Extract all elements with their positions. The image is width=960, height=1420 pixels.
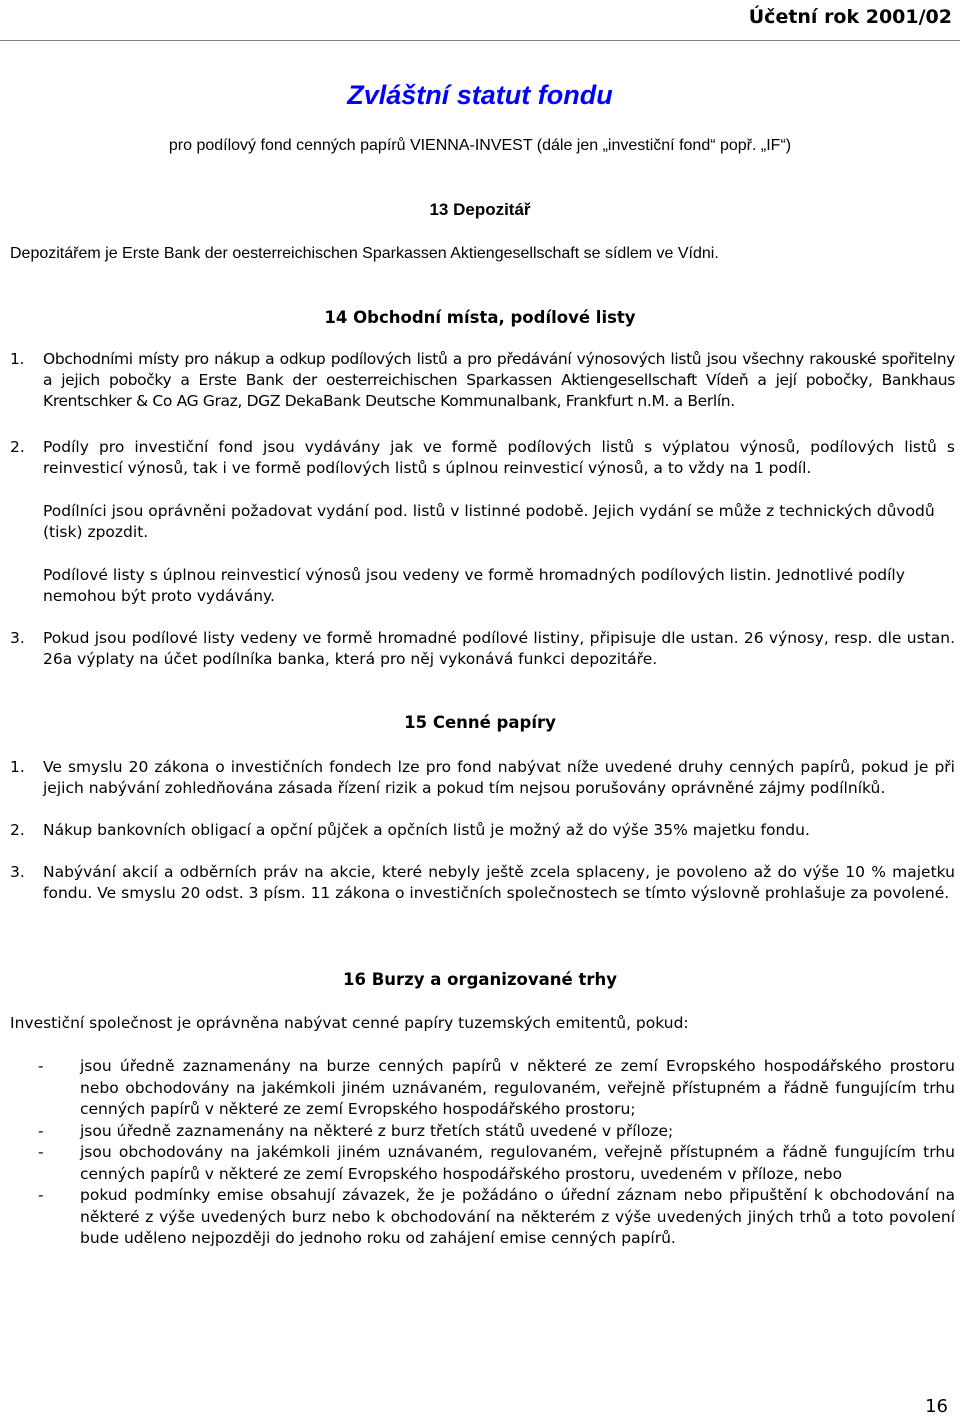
section-15-para-1 bbox=[10, 757, 955, 799]
section-16-bullet-list bbox=[10, 1056, 955, 1250]
section-14-para-2c: Podílové listy s úplnou reinvesticí výnosů jsou vedeny ve formě hromadných podílových listin. Jednotlivé podíly nemohou být proto vydávány. bbox=[43, 566, 905, 605]
header-title: Účetní rok 2001/02 bbox=[748, 6, 952, 28]
para-text: Ve smyslu 20 zákona o investičních fondech lze pro fond nabývat níže uvedené druhy cenných papírů, pokud je při jejich nabývání zohledňována zásada řízení rizik a pokud tím nejsou porušovány oprávněné zájmy podílníků. bbox=[43, 758, 955, 797]
list-item-text: pokud podmínky emise obsahují závazek, že je požádáno o úřední záznam nebo připuštění k obchodování na některé z výše uvedených burz nebo k obchodování na některém z výše uvedených jiných trhů a toto povolení bude uděleno nejpozději do jednoho roku od zahájení emise cenných papírů. bbox=[80, 1186, 955, 1247]
page-number: 16 bbox=[925, 1396, 948, 1417]
list-item-text: jsou úředně zaznamenány na některé z burz třetích států uvedené v příloze; bbox=[80, 1121, 674, 1140]
bullet-dash: - bbox=[38, 1057, 44, 1075]
para-text-part: 20 odst. 3 písm. 11 zákona o investičních společnostech se tímto výslovně prohlašuje za povolené. bbox=[180, 884, 950, 902]
section-14-title: 14 Obchodní místa, podílové listy bbox=[324, 308, 636, 327]
para-text: Obchodními místy pro nákup a odkup podílových listů a pro předávání výnosových listů jsou všechny rakouské spořitelny a jejich pobočky a Erste Bank der oesterreichischen Sparkassen Aktiengesellschaft Vídeň a její pobočky, Bankhaus Krentschker & Co AG Graz, DGZ DekaBank Deutsche Kommunalbank, Frankfurt n.M. a Berlín. bbox=[43, 350, 955, 410]
list-item bbox=[10, 1056, 955, 1121]
section-15-para-3 bbox=[10, 862, 955, 904]
section-15-title: 15 Cenné papíry bbox=[404, 713, 556, 732]
section-13-heading bbox=[0, 200, 960, 220]
para-text bbox=[43, 862, 955, 904]
bullet-dash: - bbox=[38, 1186, 44, 1204]
list-item bbox=[10, 1185, 955, 1250]
list-item bbox=[10, 1142, 955, 1185]
para-number: 3. bbox=[10, 629, 25, 647]
bullet-dash: - bbox=[38, 1121, 44, 1140]
section-14-para-1 bbox=[10, 349, 955, 412]
list-item-text: jsou obchodovány na jakémkoli jiném uznávaném, regulovaném, veřejně přístupném a řádně fungujícím trhu cenných papírů v některé ze zemí Evropského hospodářského prostoru, uvedeném v příloze, nebo bbox=[80, 1143, 955, 1183]
bullet-dash: - bbox=[38, 1143, 44, 1161]
section-16-heading bbox=[0, 970, 960, 989]
para-text bbox=[43, 628, 955, 670]
list-item-text: jsou úředně zaznamenány na burze cenných papírů v některé ze zemí Evropského hospodářského prostoru nebo obchodovány na jakémkoli jiném uznávaném, regulovaném, veřejně přístupném a řádně fungujícím trhu cenných papírů v některé ze zemí Evropského hospodářského prostoru; bbox=[80, 1057, 955, 1118]
para-number: 3. bbox=[10, 863, 25, 881]
section-14-para-2 bbox=[10, 437, 955, 479]
section-16-title: 16 Burzy a organizované trhy bbox=[342, 970, 617, 989]
para-text-part: Nabývání akcií a odběrních práv na akcie, které nebyly ještě zcela splaceny, je povoleno až do výše 10 % majetku fondu. Ve smyslu bbox=[43, 863, 955, 902]
section-14-para-3 bbox=[10, 628, 955, 670]
para-text: Nákup bankovních obligací a opční půjček a opčních listů je možný až do výše 35% majetku fondu. bbox=[43, 821, 810, 839]
list-item bbox=[10, 1121, 955, 1143]
section-15-para-2 bbox=[10, 820, 955, 841]
section-14-heading bbox=[0, 308, 960, 327]
para-text-part: 26a výplaty na účet podílníka banka, která pro něj vykonává funkci depozitáře. bbox=[43, 650, 658, 668]
section-16-intro: Investiční společnost je oprávněna nabývat cenné papíry tuzemských emitentů, pokud: bbox=[10, 1014, 689, 1032]
header-divider bbox=[0, 40, 960, 41]
section-13-title: 13 Depozitář bbox=[429, 200, 531, 219]
para-text-part: Pokud jsou podílové listy vedeny ve formě hromadné podílové listiny, připisuje dle ustan. bbox=[43, 629, 744, 647]
para-text-part: 26 výnosy, resp. dle ustan. bbox=[743, 629, 956, 647]
document-title: Zvláštní statut fondu bbox=[347, 80, 613, 110]
section-13-text: Depozitářem je Erste Bank der oesterreichischen Sparkassen Aktiengesellschaft se sídlem ve Vídni. bbox=[10, 245, 719, 262]
para-number: 1. bbox=[10, 758, 25, 776]
section-14-para-2b: Podílníci jsou oprávněni požadovat vydání pod. listů v listinné podobě. Jejich vydání se může z technických důvodů (tisk) zpozdit. bbox=[43, 502, 935, 541]
document-subtitle: pro podílový fond cenných papírů VIENNA-INVEST (dále jen „investiční fond“ popř. „IF“) bbox=[168, 137, 792, 154]
section-15-heading bbox=[0, 713, 960, 732]
para-number: 1. bbox=[10, 350, 25, 368]
para-number: 2. bbox=[10, 821, 25, 839]
para-text: Podíly pro investiční fond jsou vydávány jak ve formě podílových listů s výplatou výnosů, podílových listů s reinvesticí výnosů, tak i ve formě podílových listů s úplnou reinvesticí výnosů, a to vždy na 1 podíl. bbox=[43, 438, 955, 477]
para-number: 2. bbox=[10, 438, 25, 456]
